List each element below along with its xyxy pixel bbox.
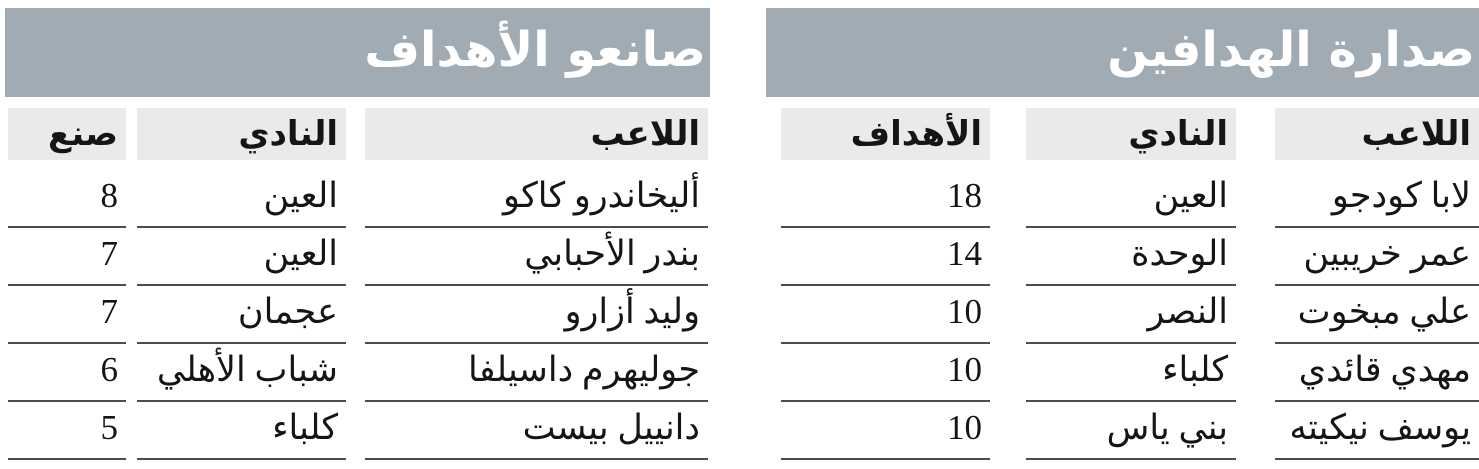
club-cell: كلباء <box>1026 344 1236 402</box>
top-scorers-header-row <box>766 108 1479 160</box>
assists-cell: 5 <box>8 402 126 460</box>
table-title: صدارة الهدافين <box>1107 21 1475 78</box>
table-row <box>766 286 1479 344</box>
player-cell: لابا كودجو <box>1275 170 1479 228</box>
table-row <box>5 344 710 402</box>
player-cell: دانييل بيست <box>365 402 708 460</box>
player-cell: بندر الأحبابي <box>365 228 708 286</box>
column-header-club: النادي <box>1026 108 1236 160</box>
club-cell: عجمان <box>137 286 346 344</box>
top-scorers-title-band <box>766 8 1479 97</box>
table-row <box>5 286 710 344</box>
player-cell: عمر خريبين <box>1275 228 1479 286</box>
assists-cell: 7 <box>8 228 126 286</box>
club-cell: العين <box>1026 170 1236 228</box>
club-cell: بني ياس <box>1026 402 1236 460</box>
table-row <box>5 402 710 460</box>
column-header-assists: صنع <box>8 108 126 160</box>
top-assists-title-band <box>5 8 710 97</box>
table-row <box>766 344 1479 402</box>
assists-cell: 8 <box>8 170 126 228</box>
player-cell: مهدي قائدي <box>1275 344 1479 402</box>
goals-cell: 18 <box>781 170 990 228</box>
player-cell: أليخاندرو كاكو <box>365 170 708 228</box>
column-header-club: النادي <box>137 108 346 160</box>
club-cell: شباب الأهلي <box>137 344 346 402</box>
club-cell: العين <box>137 228 346 286</box>
club-cell: النصر <box>1026 286 1236 344</box>
table-row <box>5 228 710 286</box>
club-cell: العين <box>137 170 346 228</box>
assists-cell: 7 <box>8 286 126 344</box>
assists-cell: 6 <box>8 344 126 402</box>
player-cell: وليد أزارو <box>365 286 708 344</box>
table-row <box>766 228 1479 286</box>
club-cell: الوحدة <box>1026 228 1236 286</box>
table-row <box>766 402 1479 460</box>
column-header-player: اللاعب <box>365 108 708 160</box>
club-cell: كلباء <box>137 402 346 460</box>
column-header-player: اللاعب <box>1275 108 1479 160</box>
player-cell: جوليهرم داسيلفا <box>365 344 708 402</box>
goals-cell: 10 <box>781 402 990 460</box>
top-assists-header-row <box>5 108 710 160</box>
table-row <box>5 170 710 228</box>
top-assists-table <box>5 0 710 469</box>
player-cell: يوسف نيكيته <box>1275 402 1479 460</box>
top-scorers-body <box>766 160 1479 460</box>
column-header-goals: الأهداف <box>781 108 990 160</box>
table-row <box>766 170 1479 228</box>
goals-cell: 10 <box>781 344 990 402</box>
top-scorers-table <box>766 0 1479 469</box>
goals-cell: 14 <box>781 228 990 286</box>
player-cell: علي مبخوت <box>1275 286 1479 344</box>
goals-cell: 10 <box>781 286 990 344</box>
top-assists-body <box>5 160 710 460</box>
table-title: صانعو الأهداف <box>364 21 706 78</box>
